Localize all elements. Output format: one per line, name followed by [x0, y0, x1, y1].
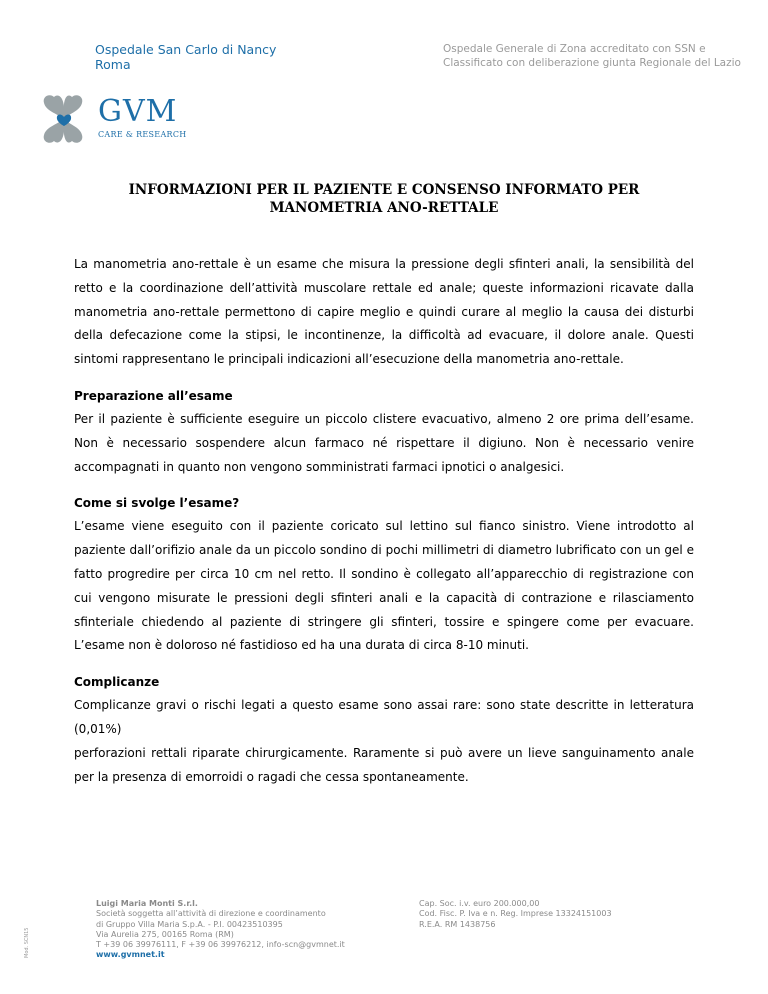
footer-registration-info [419, 899, 612, 930]
footer-line: Cap. Soc. i.v. euro 200.000,00 [419, 899, 540, 908]
intro-paragraph: La manometria ano-rettale è un esame che misura la pressione degli sfinteri anali, la sensibilità del retto e la coordinazione dell’attività muscolare rettale ed anale; queste informazioni ricavate dalla manometria ano-rettale permettono di capire meglio e quindi curare al meglio la causa dei disturbi della defecazione come la stipsi, le incontinenze, la difficoltà ad evacuare, il dolore anale. Questi sintomi rappresentano le principali indicazioni all’esecuzione della manometria ano-rettale. [74, 257, 694, 367]
gvm-logo [36, 93, 196, 147]
hospital-name [95, 42, 276, 72]
clover-heart-icon [36, 93, 92, 147]
accreditation-note [443, 42, 741, 70]
title-line-1: INFORMAZIONI PER IL PAZIENTE E CONSENSO INFORMATO PER [128, 182, 640, 198]
hospital-name-line-1: Ospedale San Carlo di Nancy [95, 42, 277, 57]
document-title [70, 181, 698, 217]
section-text-procedure: L’esame viene eseguito con il paziente coricato sul lettino sul fianco sinistro. Viene introdotto al paziente dall’orifizio anale da un piccolo sondino di pochi millimetri di diametro lubrificato con un gel e fatto progredire per circa 10 cm nel retto. Il sondino è collegato all’apparecchio di registrazione con cui vengono misurate le pressioni degli sfinteri anali e la capacità di contrazione e rilasciamento sfinteriale chiedendo al paziente di stringere gli sfinteri, tossire e spingere come per evacuare. L’esame non è doloroso né fastidioso ed ha una durata di circa 8-10 minuti. [74, 519, 694, 653]
section-heading-complications: Complicanze [74, 675, 160, 690]
hospital-name-line-2: Roma [95, 57, 131, 72]
footer-line: Via Aurelia 275, 00165 Roma (RM) [96, 929, 234, 939]
footer-company-name: Luigi Maria Monti S.r.l. [96, 899, 198, 908]
footer-contacts: T +39 06 39976111, F +39 06 39976212, info-scn@gvmnet.it [96, 940, 345, 950]
footer-line: di Gruppo Villa Maria S.p.A. - P.I. 00423510395 [96, 919, 283, 929]
title-line-2: MANOMETRIA ANO-RETTALE [269, 200, 499, 216]
footer-company-info [96, 899, 345, 961]
logo-wordmark: GVM [98, 94, 178, 129]
footer-line: Cod. Fisc. P. Iva e n. Reg. Imprese 13324151003 [419, 909, 612, 919]
footer-website-link[interactable]: www.gvmnet.it [96, 950, 165, 960]
accreditation-line-2: Classificato con deliberazione giunta Regionale del Lazio [443, 57, 741, 69]
form-code: Mod. SCN15 [24, 927, 30, 958]
section-text-complications: Complicanze gravi o rischi legati a questo esame sono assai rare: sono state descritte in letteratura (0,01%) [74, 698, 694, 736]
logo-subtitle: CARE & RESEARCH [98, 130, 187, 139]
document-body [74, 253, 694, 789]
accreditation-line-1: Ospedale Generale di Zona accreditato con SSN e [443, 43, 706, 55]
section-heading-procedure: Come si svolge l’esame? [74, 496, 240, 511]
section-text-preparation: Per il paziente è sufficiente eseguire un piccolo clistere evacuativo, almeno 2 ore prima dell’esame. Non è necessario sospendere alcun farmaco né rispettare il digiuno. Non è necessario venire accompagnati in quanto non vengono somministrati farmaci ipnotici o analgesici. [74, 411, 694, 474]
footer-line: R.E.A. RM 1438756 [419, 919, 496, 929]
footer-line: Società soggetta all’attività di direzione e coordinamento [96, 909, 326, 919]
section-text-complications-continued: perforazioni rettali riparate chirurgicamente. Raramente si può avere un lieve sanguinamento anale per la presenza di emorroidi o ragadi che cessa spontaneamente. [74, 745, 694, 784]
section-heading-preparation: Preparazione all’esame [74, 388, 233, 403]
